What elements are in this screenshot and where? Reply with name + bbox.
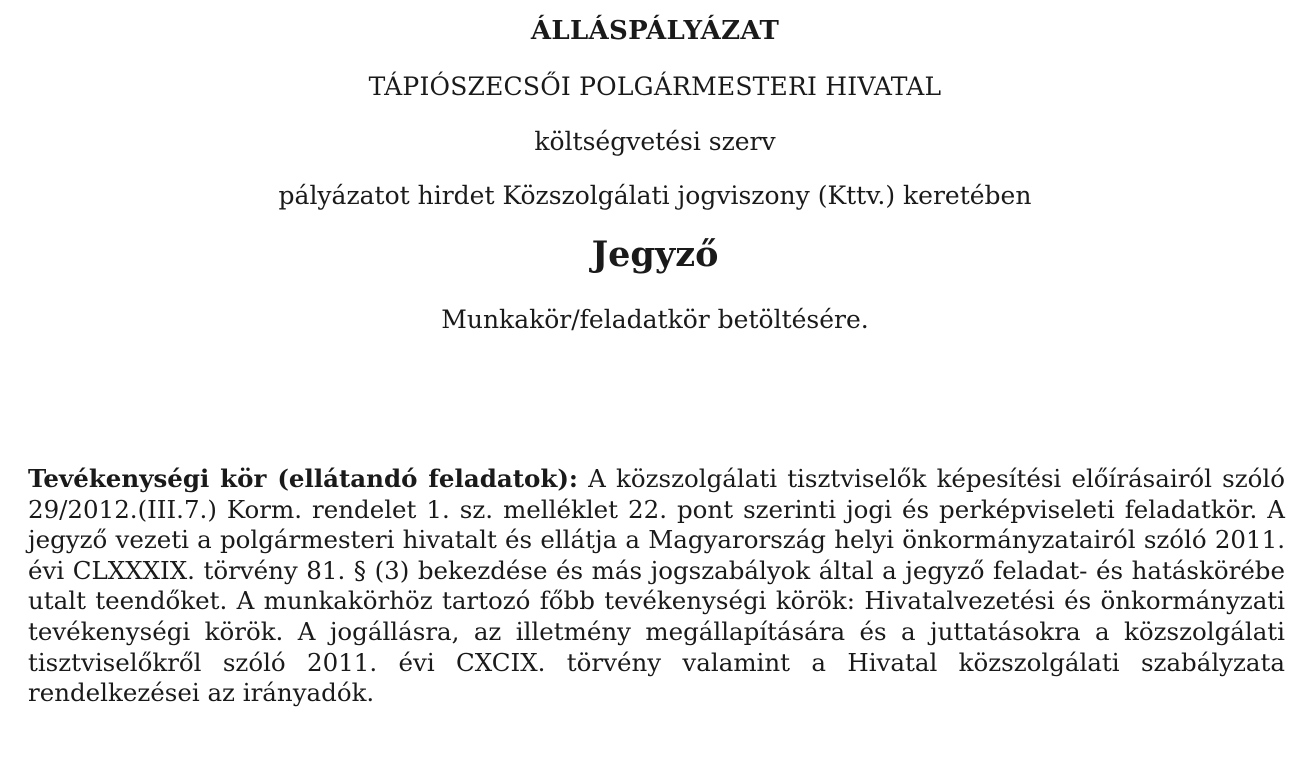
duties-text: A közszolgálati tisztviselők képesítési előírásairól szóló 29/2012.(III.7.) Korm. rendelet 1. sz. melléklet 22. pont szerinti jogi és perképviseleti feladatkör. A jegyző vezeti a polgármesteri hivatalt és ellátja a Magyarország helyi önkormányzatairól szóló 2011. évi CLXXXIX. törvény 81. § (3) bekezdése és más jogszabályok által a jegyző feladat- és hatáskörébe utalt teendőket. A munkakörhöz tartozó főbb tevékenységi körök: Hivatalvezetési és önkormányzati tevékenységi körök. A jogállásra, az illetmény megállapítására és a juttatásokra a közszolgálati tisztviselőkről szóló 2011. évi CXCIX. törvény valamint a Hivatal közszolgálati szabályzata rendelkezései az irányadók. bbox=[28, 464, 1285, 708]
duties-paragraph bbox=[28, 464, 1285, 709]
organization-type: költségvetési szerv bbox=[534, 127, 776, 156]
organization-name: TÁPIÓSZECSŐI POLGÁRMESTERI HIVATAL bbox=[368, 72, 942, 101]
document-title: ÁLLÁSPÁLYÁZAT bbox=[530, 16, 780, 46]
position-title: Jegyző bbox=[591, 234, 719, 275]
announcement-line: pályázatot hirdet Közszolgálati jogviszony (Kttv.) keretében bbox=[278, 181, 1032, 210]
duties-label: Tevékenységi kör (ellátandó feladatok): bbox=[28, 464, 578, 493]
position-fill-line: Munkakör/feladatkör betöltésére. bbox=[441, 305, 869, 334]
